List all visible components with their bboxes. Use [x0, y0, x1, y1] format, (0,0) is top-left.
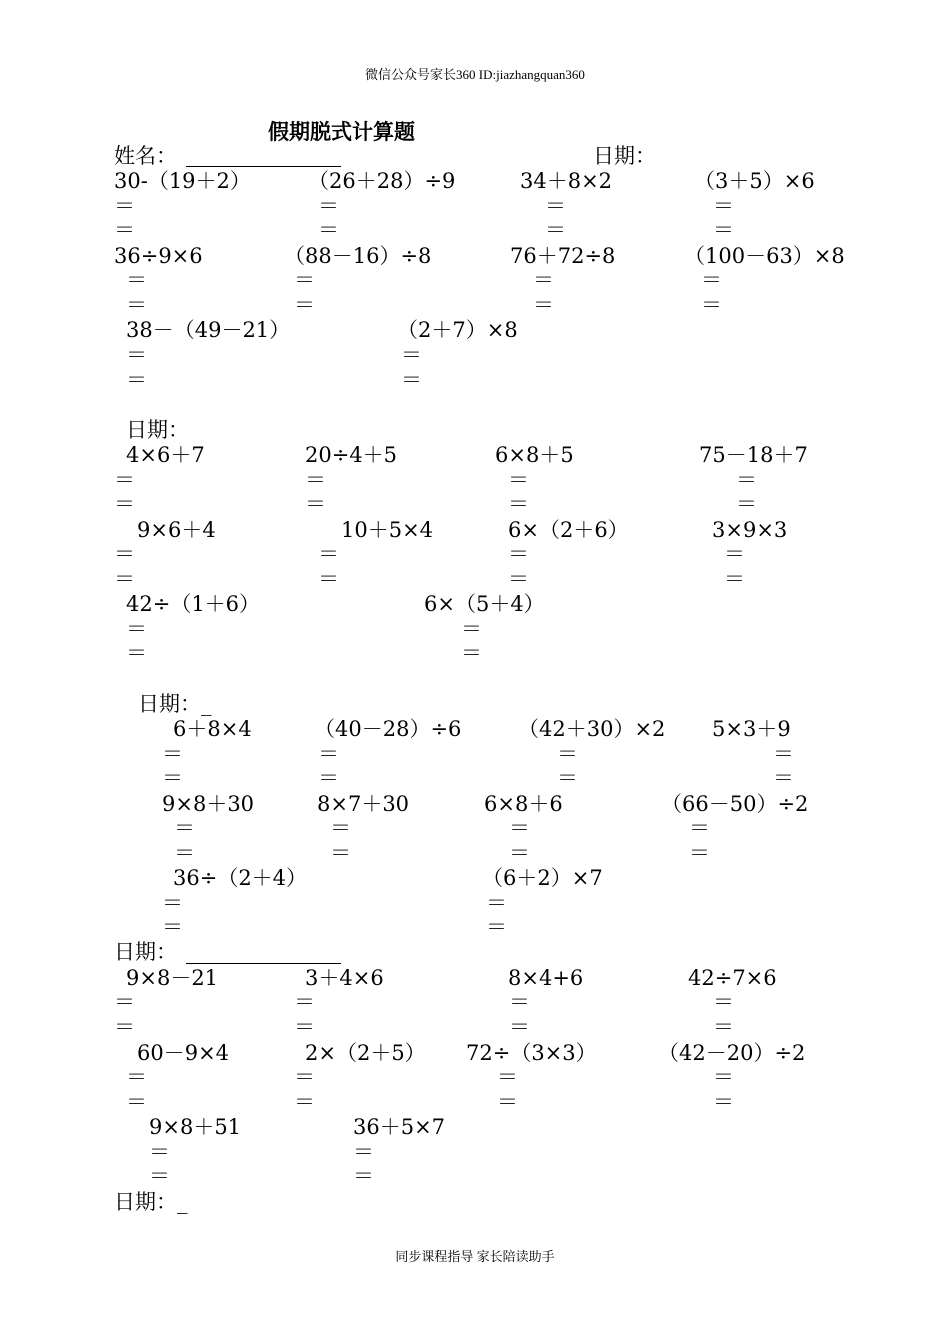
equals-sign: ＝ [736, 468, 757, 492]
equals-sign: ＝ [318, 194, 339, 218]
equals-sign: ＝ [509, 816, 530, 840]
date-blank-line [186, 963, 341, 964]
equals-sign: ＝ [701, 268, 722, 292]
equals-sign: ＝ [294, 1090, 315, 1114]
problem: 36＋5×7 [353, 1115, 446, 1139]
equals-sign: ＝ [114, 990, 135, 1014]
equals-sign: ＝ [126, 1065, 147, 1089]
problem: 42÷7×6 [688, 966, 777, 990]
equals-sign: ＝ [114, 492, 135, 516]
equals-sign: ＝ [545, 194, 566, 218]
problem: 6×8＋5 [495, 443, 574, 467]
equals-sign: ＝ [713, 194, 734, 218]
equals-sign: ＝ [713, 1090, 734, 1114]
problem: 5×3＋9 [712, 717, 791, 741]
equals-sign: ＝ [126, 641, 147, 665]
equals-sign: ＝ [508, 468, 529, 492]
problem: 9×6＋4 [137, 518, 216, 542]
equals-sign: ＝ [545, 218, 566, 242]
problem: （42－20）÷2 [658, 1041, 806, 1065]
problem: 20÷4＋5 [305, 443, 398, 467]
problem: 6×（5＋4） [424, 592, 545, 616]
date-label: 日期： [126, 418, 189, 442]
equals-sign: ＝ [401, 368, 422, 392]
equals-sign: ＝ [353, 1164, 374, 1188]
problem: 75－18＋7 [699, 443, 808, 467]
date-label: 日期： [114, 940, 177, 964]
problem: 8×4+6 [508, 966, 584, 990]
page-header: 微信公众号家长360 ID:jiazhangquan360 [365, 67, 585, 82]
equals-sign: ＝ [461, 617, 482, 641]
equals-sign: ＝ [149, 1164, 170, 1188]
equals-sign: ＝ [114, 218, 135, 242]
equals-sign: ＝ [294, 268, 315, 292]
equals-sign: ＝ [162, 742, 183, 766]
equals-sign: ＝ [486, 915, 507, 939]
equals-sign: ＝ [126, 293, 147, 317]
name-blank-line [186, 166, 341, 167]
equals-sign: ＝ [114, 468, 135, 492]
problem: 36÷（2＋4） [173, 866, 308, 890]
problem: 30-（19＋2） [114, 169, 251, 193]
equals-sign: ＝ [701, 293, 722, 317]
equals-sign: ＝ [162, 891, 183, 915]
problem: 10＋5×4 [341, 518, 434, 542]
date-label: 日期： [593, 144, 656, 168]
problem: 3＋4×6 [305, 966, 384, 990]
equals-sign: ＝ [162, 766, 183, 790]
problem: 2×（2＋5） [305, 1041, 426, 1065]
problem: 9×8＋30 [162, 792, 255, 816]
problem: 42÷（1＋6） [126, 592, 261, 616]
equals-sign: ＝ [305, 492, 326, 516]
equals-sign: ＝ [713, 990, 734, 1014]
problem: 9×8＋51 [149, 1115, 242, 1139]
equals-sign: ＝ [126, 1090, 147, 1114]
problem: 76＋72÷8 [510, 244, 616, 268]
equals-sign: ＝ [114, 1015, 135, 1039]
problem: （26＋28）÷9 [308, 169, 456, 193]
equals-sign: ＝ [114, 567, 135, 591]
equals-sign: ＝ [318, 542, 339, 566]
date-label: 日期：_ [138, 692, 212, 716]
equals-sign: ＝ [724, 567, 745, 591]
equals-sign: ＝ [713, 1065, 734, 1089]
equals-sign: ＝ [294, 990, 315, 1014]
problem: 36÷9×6 [114, 244, 203, 268]
equals-sign: ＝ [713, 218, 734, 242]
equals-sign: ＝ [461, 641, 482, 665]
equals-sign: ＝ [305, 468, 326, 492]
equals-sign: ＝ [318, 766, 339, 790]
equals-sign: ＝ [126, 617, 147, 641]
equals-sign: ＝ [126, 368, 147, 392]
equals-sign: ＝ [508, 492, 529, 516]
equals-sign: ＝ [533, 268, 554, 292]
equals-sign: ＝ [713, 1015, 734, 1039]
equals-sign: ＝ [557, 742, 578, 766]
problem: （3＋5）×6 [694, 169, 815, 193]
problem: 34＋8×2 [520, 169, 613, 193]
problem: 4×6＋7 [126, 443, 205, 467]
problem: 9×8－21 [126, 966, 219, 990]
equals-sign: ＝ [330, 841, 351, 865]
equals-sign: ＝ [508, 542, 529, 566]
equals-sign: ＝ [294, 1015, 315, 1039]
problem: （6＋2）×7 [482, 866, 603, 890]
equals-sign: ＝ [114, 194, 135, 218]
problem: 72÷（3×3） [466, 1041, 597, 1065]
date-label: 日期：_ [114, 1190, 188, 1214]
name-label: 姓名： [114, 144, 177, 168]
problem: （40－28）÷6 [314, 717, 462, 741]
equals-sign: ＝ [318, 567, 339, 591]
equals-sign: ＝ [353, 1140, 374, 1164]
equals-sign: ＝ [401, 343, 422, 367]
problem: 8×7＋30 [317, 792, 410, 816]
equals-sign: ＝ [736, 492, 757, 516]
equals-sign: ＝ [486, 891, 507, 915]
problem: 6＋8×4 [173, 717, 252, 741]
equals-sign: ＝ [689, 816, 710, 840]
equals-sign: ＝ [497, 1065, 518, 1089]
problem: 6×（2＋6） [508, 518, 629, 542]
equals-sign: ＝ [497, 1090, 518, 1114]
equals-sign: ＝ [330, 816, 351, 840]
equals-sign: ＝ [689, 841, 710, 865]
equals-sign: ＝ [318, 742, 339, 766]
equals-sign: ＝ [114, 542, 135, 566]
equals-sign: ＝ [557, 766, 578, 790]
equals-sign: ＝ [174, 816, 195, 840]
page-footer: 同步课程指导 家长陪读助手 [395, 1249, 555, 1264]
problem: （88－16）÷8 [284, 244, 432, 268]
equals-sign: ＝ [509, 841, 530, 865]
equals-sign: ＝ [294, 293, 315, 317]
equals-sign: ＝ [533, 293, 554, 317]
equals-sign: ＝ [149, 1140, 170, 1164]
problem: （2＋7）×8 [397, 318, 518, 342]
equals-sign: ＝ [773, 766, 794, 790]
equals-sign: ＝ [508, 567, 529, 591]
equals-sign: ＝ [318, 218, 339, 242]
problem: 6×8＋6 [484, 792, 563, 816]
equals-sign: ＝ [509, 990, 530, 1014]
problem: 38－（49－21） [126, 318, 291, 342]
problem: 60－9×4 [137, 1041, 230, 1065]
equals-sign: ＝ [162, 915, 183, 939]
equals-sign: ＝ [294, 1065, 315, 1089]
equals-sign: ＝ [126, 343, 147, 367]
problem: （66－50）÷2 [661, 792, 809, 816]
worksheet-title: 假期脱式计算题 [268, 119, 415, 144]
problem: （42＋30）×2 [518, 717, 666, 741]
equals-sign: ＝ [509, 1015, 530, 1039]
equals-sign: ＝ [773, 742, 794, 766]
problem: （100－63）×8 [684, 244, 845, 268]
equals-sign: ＝ [174, 841, 195, 865]
problem: 3×9×3 [712, 518, 788, 542]
equals-sign: ＝ [724, 542, 745, 566]
equals-sign: ＝ [126, 268, 147, 292]
